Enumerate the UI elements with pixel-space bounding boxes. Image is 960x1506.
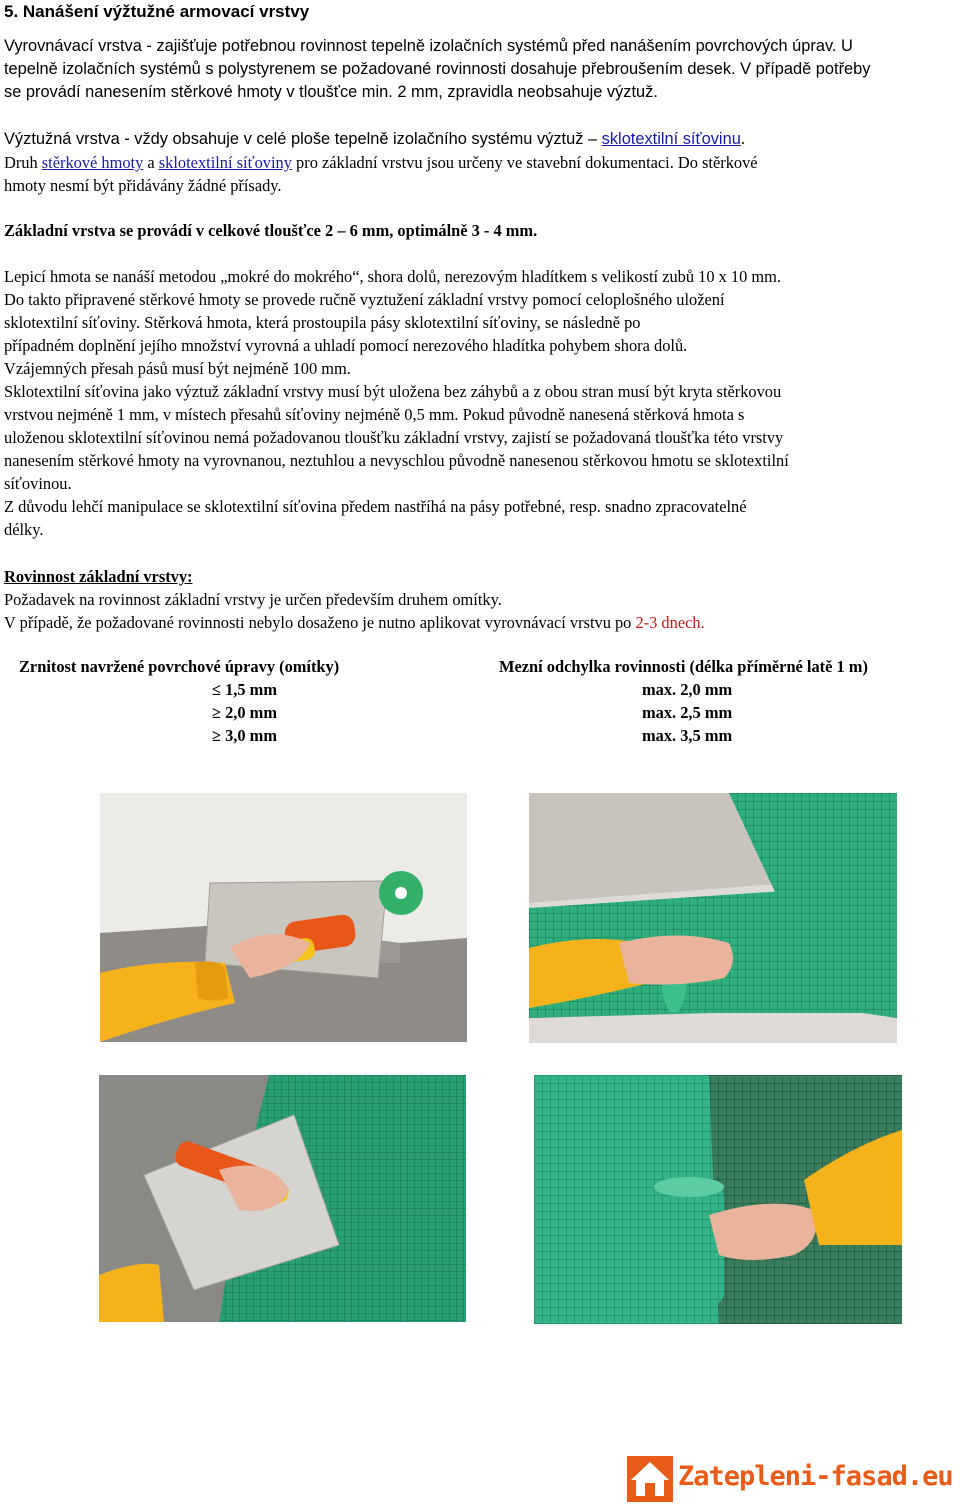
text-span: . (740, 129, 745, 148)
link-sterkove-hmoty[interactable]: stěrkové hmoty (41, 153, 144, 172)
text-line (4, 611, 958, 634)
photo-trowel-adhesive (100, 793, 467, 1042)
text-line: tepelně izolačních systémů s polystyrenem se požadované rovinnosti dosahuje přebroušením desek. V případě potřeby (4, 60, 871, 78)
table-column-deviation (499, 655, 957, 747)
table-cell: ≥ 3,0 mm (212, 726, 277, 745)
table-column-grain-size (19, 655, 419, 747)
table-cell: max. 2,0 mm (642, 680, 733, 699)
photo-mesh-roll-illustration (529, 793, 897, 1043)
text-line: hmoty nesmí být přidávány žádné přísady. (4, 176, 282, 195)
table-cell: max. 3,5 mm (642, 726, 733, 745)
text-line: sklotextilní síťoviny. Stěrková hmota, která prostoupila pásy sklotextilní síťoviny, se následně po (4, 313, 641, 332)
photo-trowel-adhesive-illustration (100, 793, 467, 1042)
text-line: Z důvodu lehčí manipulace se sklotextilní síťovina předem nastříhá na pásy potřebné, resp. snadno zpracovatelné (4, 497, 747, 516)
link-sklotextilni-sitovina[interactable]: sklotextilní síťovinu (601, 130, 741, 148)
text-span: Druh (4, 153, 42, 172)
text-span: Výztužná vrstva - vždy obsahuje v celé ploše tepelně izolačního systému výztuž – (4, 130, 602, 148)
section-heading: 5. Nanášení výžtužné armovací vrstvy (4, 2, 310, 21)
link-sklotextilni-sitoviny[interactable]: sklotextilní síťoviny (158, 153, 292, 172)
text-line: Základní vrstva se provádí v celkové tloušťce 2 – 6 mm, optimálně 3 - 4 mm. (4, 221, 538, 240)
photo-trowel-over-mesh (99, 1075, 466, 1322)
text-line: délky. (4, 520, 44, 539)
column-header: Mezní odchylka rovinnosti (délka příměrné latě 1 m) (499, 657, 868, 676)
photo-mesh-roll-laying (529, 793, 897, 1043)
photo-mesh-unroll-illustration (534, 1075, 902, 1324)
column-header: Zrnitost navržené povrchové úpravy (omítky) (19, 657, 340, 676)
paragraph-reinforcing-layer (4, 127, 958, 197)
text-line: Vyrovnávací vrstva - zajišťuje potřebnou rovinnost tepelně izolačních systémů před nanášením povrchových úprav. U (4, 37, 853, 55)
text-line: nanesením stěrkové hmoty na vyrovnanou, neztuhlou a nevyschlou původně nanesenou stěrkovou hmotu se sklotextilní (4, 451, 789, 470)
text-line: síťovinou. (4, 474, 72, 493)
text-line: Do takto připravené stěrkové hmoty se provede ručně vyztužení základní vrstvy pomocí celoplošného uložení (4, 290, 725, 309)
text-line: uloženou sklotextilní síťovinou nemá požadovanou tloušťku základní vrstvy, zajistí se požadovaná tloušťka této vrstvy (4, 428, 784, 447)
photo-mesh-unrolling (534, 1075, 902, 1324)
text-line (4, 151, 958, 174)
text-line: Sklotextilní síťovina jako výztuž základní vrstvy musí být uložena bez záhybů a z obou stran musí být kryta stěrkovou (4, 382, 782, 401)
table-cell: ≥ 2,0 mm (212, 703, 277, 722)
table-cell: max. 2,5 mm (642, 703, 733, 722)
text-line: Lepicí hmota se nanáší metodou „mokré do mokrého“, shora dolů, nerezovým hladítkem s velikostí zubů 10 x 10 mm. (4, 267, 782, 286)
subheading-flatness: Rovinnost základní vrstvy: (4, 567, 193, 586)
text-span: V případě, že požadované rovinnosti nebylo dosaženo je nutno aplikovat vyrovnávací vrstvu po (4, 613, 636, 632)
paragraph-leveling-layer (4, 35, 958, 104)
highlight-days: 2-3 dnech. (635, 613, 705, 632)
text-line: Vzájemných přesah pásů musí být nejméně 100 mm. (4, 359, 351, 378)
text-line: Požadavek na rovinnost základní vrstvy je určen především druhem omítky. (4, 590, 502, 609)
house-logo-icon (626, 1455, 674, 1503)
photo-trowel-mesh-illustration (99, 1075, 466, 1322)
table-cell: ≤ 1,5 mm (212, 680, 277, 699)
paragraph-flatness (4, 565, 958, 634)
paragraph-base-layer-thickness (4, 219, 958, 242)
logo-text: Zatepleni-fasad.eu (678, 1461, 953, 1492)
site-logo (626, 1455, 956, 1503)
text-line: případném doplnění jejího množství vyrovná a uhladí pomocí nerezového hladítka pohybem shora dolů. (4, 336, 688, 355)
text-line: se provádí nanesením stěrkové hmoty v tloušťce min. 2 mm, zpravidla neobsahuje výztuž. (4, 83, 658, 101)
paragraph-application-procedure (4, 265, 958, 541)
text-span: a (143, 153, 159, 172)
text-line: vrstvou nejméně 1 mm, v místech přesahů síťoviny nejméně 0,5 mm. Pokud původně nanesená stěrková hmota s (4, 405, 745, 424)
text-span: pro základní vrstvu jsou určeny ve stavební dokumentaci. Do stěrkové (291, 153, 758, 172)
text-line (4, 127, 958, 151)
